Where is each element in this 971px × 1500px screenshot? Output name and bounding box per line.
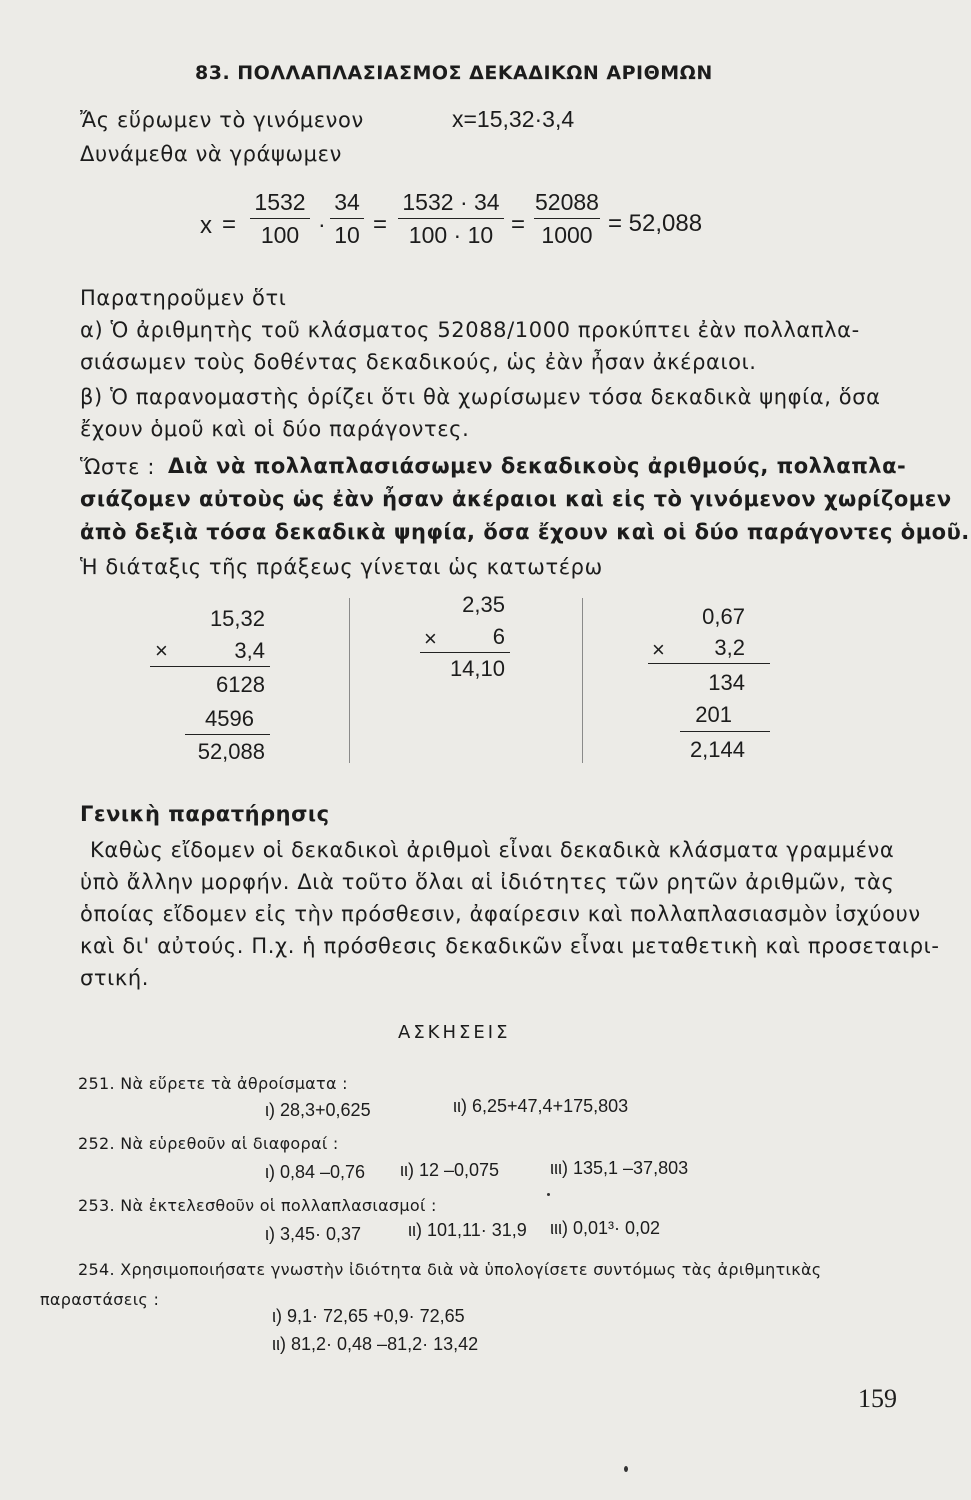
rule-line-1: Διὰ νὰ πολλαπλασιάσωμεν δεκαδικοὺς ἀριθμούς, πολλαπλα- <box>168 454 907 478</box>
exercise-253-part-i: ι) 3,45· 0,37 <box>265 1224 362 1244</box>
point-a-line-1: α) Ὁ ἀριθμητὴς τοῦ κλάσματος 52088/1000 προκύπτει ἐὰν πολλαπλα- <box>80 318 860 342</box>
general-remark-line-4: καὶ δι' αὐτούς. Π.χ. ἡ πρόσθεσις δεκαδικῶν εἶναι μεταθετικὴ καὶ προσεταιρι- <box>80 934 940 958</box>
point-b-line-2: ἔχουν ὁμοῦ καὶ οἱ δύο παράγοντες. <box>80 417 470 441</box>
exercises-title: ΑΣΚΗΣΕΙΣ <box>398 1022 511 1043</box>
scan-speck <box>624 1466 628 1472</box>
calc1-partial-2: 4596 <box>205 706 254 731</box>
fraction-4-denominator: 1000 <box>541 222 593 248</box>
exercise-252-part-iii: ιιι) 135,1 –37,803 <box>550 1158 689 1178</box>
general-remark-line-3: ὁποίας εἴδομεν εἰς τὴν πρόσθεσιν, ἀφαίρεσιν καὶ πολλαπλασιασμὸν ἰσχύουν <box>80 902 921 926</box>
equation-variable: x <box>200 212 212 239</box>
layout-note: Ἡ διάταξις τῆς πράξεως γίνεται ὡς κατωτέρω <box>80 555 603 579</box>
intro-line-1: Ἄς εὕρωμεν τὸ γινόμενον <box>80 108 364 132</box>
general-remark-line-5: στική. <box>80 966 150 990</box>
exercise-252-part-i: ι) 0,84 –0,76 <box>265 1162 366 1182</box>
fraction-1-denominator: 100 <box>260 222 300 248</box>
calc3-partial-2: 201 <box>695 702 732 727</box>
fraction-2 <box>330 188 364 249</box>
fraction-3 <box>398 188 504 249</box>
calc2-times-sign: × <box>424 626 437 651</box>
exercise-252-part-ii: ιι) 12 –0,075 <box>400 1160 500 1180</box>
point-b-line-1: β) Ὁ παρανομαστὴς ὁρίζει ὅτι θὰ χωρίσωμεν τόσα δεκαδικὰ ψηφία, ὅσα <box>80 385 881 409</box>
exercise-252-label: 252. Νὰ εὑρεθοῦν αἱ διαφοραί : <box>78 1134 339 1153</box>
calc3-factor-b: 3,2 <box>714 635 745 660</box>
calc1-times-sign: × <box>155 638 168 663</box>
general-remark-line-2: ὑπὸ ἄλλην μορφήν. Διὰ τοῦτο ὅλαι αἱ ἰδιότητες τῶν ρητῶν ἀριθμῶν, τὰς <box>80 870 895 894</box>
intro-expression: x=15,32·3,4 <box>452 106 575 132</box>
equation-result: = 52,088 <box>608 210 703 237</box>
exercise-251-part-ii: ιι) 6,25+47,4+175,803 <box>453 1096 629 1116</box>
exercise-253-part-ii: ιι) 101,11· 31,9 <box>408 1220 527 1240</box>
equation-dot: · <box>318 211 326 237</box>
rule-lead: Ὥστε : <box>80 455 156 479</box>
exercise-253-part-iii: ιιι) 0,01³· 0,02 <box>550 1218 661 1238</box>
calc1-factor-a: 15,32 <box>209 606 265 631</box>
equation-equals-1: = <box>222 211 237 238</box>
fraction-1-numerator: 1532 <box>254 189 306 215</box>
calc3-partial-1: 134 <box>708 670 745 695</box>
calc3-times-sign: × <box>652 637 665 662</box>
exercise-254-part-ii: ιι) 81,2· 0,48 –81,2· 13,42 <box>272 1334 479 1354</box>
fraction-4 <box>534 188 600 249</box>
exercise-254-label-continued: παραστάσεις : <box>40 1290 160 1309</box>
scan-speck <box>547 1193 550 1196</box>
calc3-result: 2,144 <box>689 737 745 762</box>
calc2-factor-b: 6 <box>492 624 505 649</box>
calc3-factor-a: 0,67 <box>702 604 745 629</box>
equation-equals-3: = <box>511 211 526 238</box>
general-remark-title: Γενικὴ παρατήρησις <box>80 802 330 826</box>
section-heading: 83. ΠΟΛΛΑΠΛΑΣΙΑΣΜΟΣ ΔΕΚΑΔΙΚΩΝ ΑΡΙΘΜΩΝ <box>195 62 713 84</box>
rule-line-2: σιάζομεν αὐτοὺς ὡς ἐὰν ἦσαν ἀκέραιοι καὶ εἰς τὸ γινόμενον χωρίζομεν <box>80 487 952 511</box>
page-number: 159 <box>858 1384 897 1413</box>
point-a-line-2: σιάσωμεν τοὺς δοθέντας δεκαδικούς, ὡς ἐὰν ἦσαν ἀκέραιοι. <box>80 350 757 374</box>
exercise-254-part-i: ι) 9,1· 72,65 +0,9· 72,65 <box>272 1306 465 1326</box>
exercise-251-label: 251. Νὰ εὕρετε τὰ ἀθροίσματα : <box>78 1074 348 1093</box>
general-remark-line-1: Καθὼς εἴδομεν οἱ δεκαδικοὶ ἀριθμοὶ εἶναι δεκαδικὰ κλάσματα γραμμένα <box>90 838 895 862</box>
fraction-2-denominator: 10 <box>334 222 360 248</box>
exercise-251-part-i: ι) 28,3+0,625 <box>265 1100 371 1120</box>
fraction-3-numerator: 1532 · 34 <box>402 189 500 215</box>
fraction-3-denominator: 100 · 10 <box>408 222 494 248</box>
calc2-result: 14,10 <box>449 656 505 681</box>
calc1-factor-b: 3,4 <box>234 638 265 663</box>
observe-text: Παρατηροῦμεν ὅτι <box>80 286 287 310</box>
fraction-1 <box>250 188 310 249</box>
calc1-result: 52,088 <box>197 739 265 764</box>
rule-line-3: ἀπὸ δεξιὰ τόσα δεκαδικὰ ψηφία, ὅσα ἔχουν καὶ οἱ δύο παράγοντες ὁμοῦ. <box>80 520 970 544</box>
exercise-254-label: 254. Χρησιμοποιήσατε γνωστὴν ἰδιότητα διὰ νὰ ὑπολογίσετε συντόμως τὰς ἀριθμητικὰς <box>78 1260 822 1279</box>
calc2-factor-a: 2,35 <box>462 592 505 617</box>
fraction-4-numerator: 52088 <box>535 189 599 215</box>
fraction-2-numerator: 34 <box>334 189 360 215</box>
exercise-253-label: 253. Νὰ ἐκτελεσθοῦν οἱ πολλαπλασιασμοί : <box>78 1196 437 1215</box>
intro-line-2: Δυνάμεθα νὰ γράψωμεν <box>80 142 342 166</box>
equation-equals-2: = <box>373 211 388 238</box>
calc1-partial-1: 6128 <box>216 672 265 697</box>
